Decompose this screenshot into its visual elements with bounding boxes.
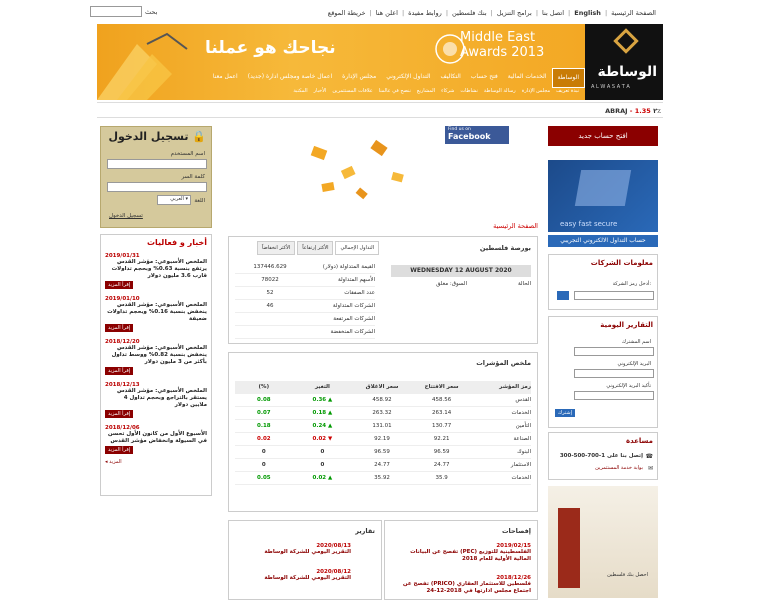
toplink-contact[interactable]: اتصل بنا <box>542 9 565 17</box>
login-panel: تسجيل الدخول 🔒 اسم المستخدم كلمة السر اللغة تسجيل الدخول <box>100 126 212 228</box>
table-row: عدد الصفقات 52 <box>235 287 375 300</box>
phone-icon: ☎ <box>645 453 653 460</box>
news-item[interactable]: 2018/12/20 الملخص الأسبوعي: مؤشر القدس ينخفض بنسبة 0.82% ووسط تداول بأكثر من 3 مليون دولار إقرأ المزيد <box>105 339 207 374</box>
facebook-button[interactable]: Find us on Facebook <box>445 126 509 144</box>
indices-panel <box>228 352 538 512</box>
logo[interactable]: الوساطة A L W A S A T A <box>585 24 663 100</box>
breadcrumb: الصفحة الرئيسية <box>493 222 538 230</box>
disclosures-panel <box>384 520 538 600</box>
read-more-button[interactable]: إقرأ المزيد <box>105 410 133 418</box>
news-panel <box>100 234 212 496</box>
subnav-item[interactable]: الأخبار <box>313 88 327 94</box>
falling-leaves-art <box>262 128 442 208</box>
reports-title: تقارير <box>355 527 375 535</box>
market-stats-table <box>235 261 375 339</box>
disclosure-item[interactable]: 2018/12/26 فلسطين للاستثمار العقاري (PRICO) تفصح عن اجتماع مجلس ادارتها في 2018-12-24 <box>402 575 531 594</box>
market-tabs <box>257 241 379 255</box>
disclosure-item[interactable]: 2019/02/15 الفلسطينية للتوزيع (PEC) تفصح عن البيانات المالية الأولية للعام 2018 <box>410 543 531 562</box>
report-item[interactable]: 2020/08/13 التقرير اليومي للشركة الوساطة <box>264 543 351 555</box>
promo-banner[interactable]: easy fast secure <box>548 160 658 232</box>
subnav-item[interactable]: المشاريع <box>416 88 436 94</box>
open-account-button[interactable]: افتح حساب جديد <box>548 126 658 146</box>
tab-top-losers[interactable]: الأكثر انخفاضاً <box>257 241 295 255</box>
read-more-button[interactable]: إقرأ المزيد <box>105 324 133 332</box>
phone-line: إتصل بنا على 1-700-500-300 <box>559 453 643 459</box>
nav-costs[interactable]: التكاليف <box>440 73 461 80</box>
toplink-links[interactable]: روابط مفيدة <box>408 9 442 17</box>
market-title: بورصة فلسطين <box>479 244 531 252</box>
read-more-button[interactable]: إقرأ المزيد <box>105 367 133 375</box>
daily-reports-panel: التقارير اليومية اسم المشترك البريد الإلكتروني تأكيد البريد الإلكتروني إشترك <box>548 316 658 428</box>
subnav-item[interactable]: علاقات المستثمرين <box>332 88 373 94</box>
indices-table <box>235 381 531 485</box>
password-input[interactable] <box>107 182 207 192</box>
news-archive-link[interactable]: ◂ المزيد <box>105 459 122 465</box>
bank-ad[interactable]: احصل بنك فلسطين <box>548 486 658 598</box>
tab-top-gainers[interactable]: الأكثر إرتفاعاً <box>297 241 333 255</box>
market-status-value: السوق: مغلق <box>436 281 467 287</box>
tab-total-trading[interactable]: التداول الإجمالي <box>335 241 379 255</box>
table-row: التأمين 130.77 131.01 ▲ 0.24 0.18 <box>235 420 531 433</box>
nav-board[interactable]: مجلس الإدارة <box>342 73 377 80</box>
help-panel: مساعدة إتصل بنا على 1-700-500-300 بوابة خدمة المستثمرين ☎ ✉ <box>548 432 658 480</box>
logo-mark-icon <box>613 28 638 53</box>
email-input[interactable] <box>574 369 654 378</box>
table-row: الشركات المرتفعة <box>235 313 375 326</box>
subnav-item[interactable]: نبذة تعريف <box>556 88 579 94</box>
disclosures-title: إفصاحات <box>502 527 531 535</box>
username-input[interactable] <box>107 159 207 169</box>
demo-account-button[interactable]: حساب التداول الالكتروني التجريبي <box>548 235 658 247</box>
table-row: الصناعة 92.21 92.19 ▼ 0.02 0.02 <box>235 433 531 446</box>
indices-title: ملخص المؤشرات <box>476 359 531 367</box>
sub-nav <box>97 88 585 98</box>
news-item[interactable]: 2019/01/10 الملخص الأسبوعي: مؤشر القدس ينخفض بنسبة 0.16% وبحجم تداولات ضعيفة إقرأ المزيد <box>105 296 207 331</box>
table-row: الخدمات 263.14 263.32 ▲ 0.18 0.07 <box>235 407 531 420</box>
market-status-label: الحالة <box>517 281 531 287</box>
awards-text: Middle East Awards 2013 <box>460 30 545 60</box>
nav-etrading[interactable]: التداول الإلكتروني <box>386 73 431 80</box>
report-item[interactable]: 2020/08/12 التقرير اليومي للشركة الوساطة <box>264 569 351 581</box>
main-nav <box>97 68 585 88</box>
banner-slogan: نجاحك هو عملنا <box>205 38 336 58</box>
news-item[interactable]: 2018/12/06 الأسبوع الأول من كانون الأول تحسن في السيولة وانخفاض مؤشر القدس إقرأ المزيد <box>105 425 207 453</box>
table-row: القدس 458.56 458.92 ▲ 0.36 0.08 <box>235 394 531 407</box>
news-title: أخبار و فعاليات <box>147 238 207 247</box>
subnav-item[interactable]: المكتبة <box>293 88 308 94</box>
toplink-advertise[interactable]: اعلن هنا <box>375 9 398 17</box>
investor-portal-link[interactable]: بوابة خدمة المستثمرين <box>595 465 643 471</box>
table-row: القيمة المتداولة (دولار) 137446.629 <box>235 261 375 274</box>
subnav-item[interactable]: ننصح في عالمنا <box>378 88 411 94</box>
read-more-button[interactable]: إقرأ المزيد <box>105 446 133 454</box>
table-row: الشركات المنخفضة <box>235 326 375 339</box>
login-title: تسجيل الدخول 🔒 <box>108 130 206 143</box>
nav-financial[interactable]: الخدمات المالية <box>507 73 547 80</box>
mail-icon: ✉ <box>647 465 653 472</box>
table-row: البنوك 96.59 96.59 0 0 <box>235 446 531 459</box>
table-row: الاستثمار 24.77 24.77 0 0 <box>235 459 531 472</box>
company-search-button[interactable] <box>557 291 569 300</box>
toplink-bank[interactable]: بنك فلسطين <box>452 9 487 17</box>
market-date: WEDNESDAY 12 AUGUST 2020 <box>391 265 531 277</box>
company-info-panel: معلومات الشركات أدخل رمز الشركة: <box>548 254 658 310</box>
top-links: الصفحة الرئيسية | English | اتصل بنا | برامج التنزيل | بنك فلسطين | روابط مفيدة | اعلن هنا | خريطة الموقع <box>327 9 656 17</box>
email-confirm-input[interactable] <box>574 391 654 400</box>
lock-icon: 🔒 <box>192 130 206 143</box>
promo-graphic-icon <box>575 170 631 206</box>
subscriber-name-input[interactable] <box>574 347 654 356</box>
stock-ticker <box>97 102 663 118</box>
news-list <box>105 253 207 465</box>
toplink-downloads[interactable]: برامج التنزيل <box>496 9 532 17</box>
toplink-english[interactable]: English <box>574 9 601 17</box>
subnav-item[interactable]: شركاء <box>441 88 455 94</box>
table-row: الأسهم المتداولة 78022 <box>235 274 375 287</box>
search-button[interactable]: بحث <box>145 7 158 16</box>
company-code-input[interactable] <box>574 291 654 300</box>
subnav-item[interactable]: رسالة الوساطة <box>483 88 516 94</box>
toplink-home[interactable]: الصفحة الرئيسية <box>611 9 656 17</box>
news-item[interactable]: 2019/01/31 الملخص الأسبوعي: مؤشر القدس يرتفع بنسبة 0.63% وبحجم تداولات قارب 3.6 مليون دولار إقرأ المزيد <box>105 253 207 288</box>
language-select[interactable]: العربي ▾ <box>157 195 191 205</box>
read-more-button[interactable]: إقرأ المزيد <box>105 281 133 289</box>
subnav-item[interactable]: مجلس الإدارة <box>521 88 551 94</box>
table-row: الشركات المتداولة 46 <box>235 300 375 313</box>
ticker-item[interactable]: ABRAJ - 1.35 ٢٪ <box>605 107 661 115</box>
nav-alwasata[interactable]: الوساطة <box>552 68 585 88</box>
nav-open-account[interactable]: فتح حساب <box>470 73 498 80</box>
nav-special[interactable]: اعمال خاصة ومجلس ادارة (جديد) <box>247 73 333 80</box>
table-header: رمز المؤشر سعر الافتتاح سعر الاغلاق التغير (%) <box>235 381 531 394</box>
table-row: الخدمات 35.9 35.92 ▲ 0.02 0.05 <box>235 472 531 485</box>
subscribe-button[interactable]: إشترك <box>555 409 575 417</box>
market-summary-panel <box>228 236 538 344</box>
toplink-sitemap[interactable]: خريطة الموقع <box>327 9 366 17</box>
bank-logo-icon <box>558 508 580 588</box>
news-item[interactable]: 2018/12/13 الملخص الأسبوعي: مؤشر القدس يستقر بالتراجع وبحجم تداول 4 ملايين دولار إقرأ المزيد <box>105 382 207 417</box>
reports-panel <box>228 520 382 600</box>
subnav-item[interactable]: نشاطات <box>460 88 478 94</box>
login-submit-link[interactable]: تسجيل الدخول <box>109 213 143 219</box>
nav-careers[interactable]: اعمل معنا <box>212 73 238 80</box>
